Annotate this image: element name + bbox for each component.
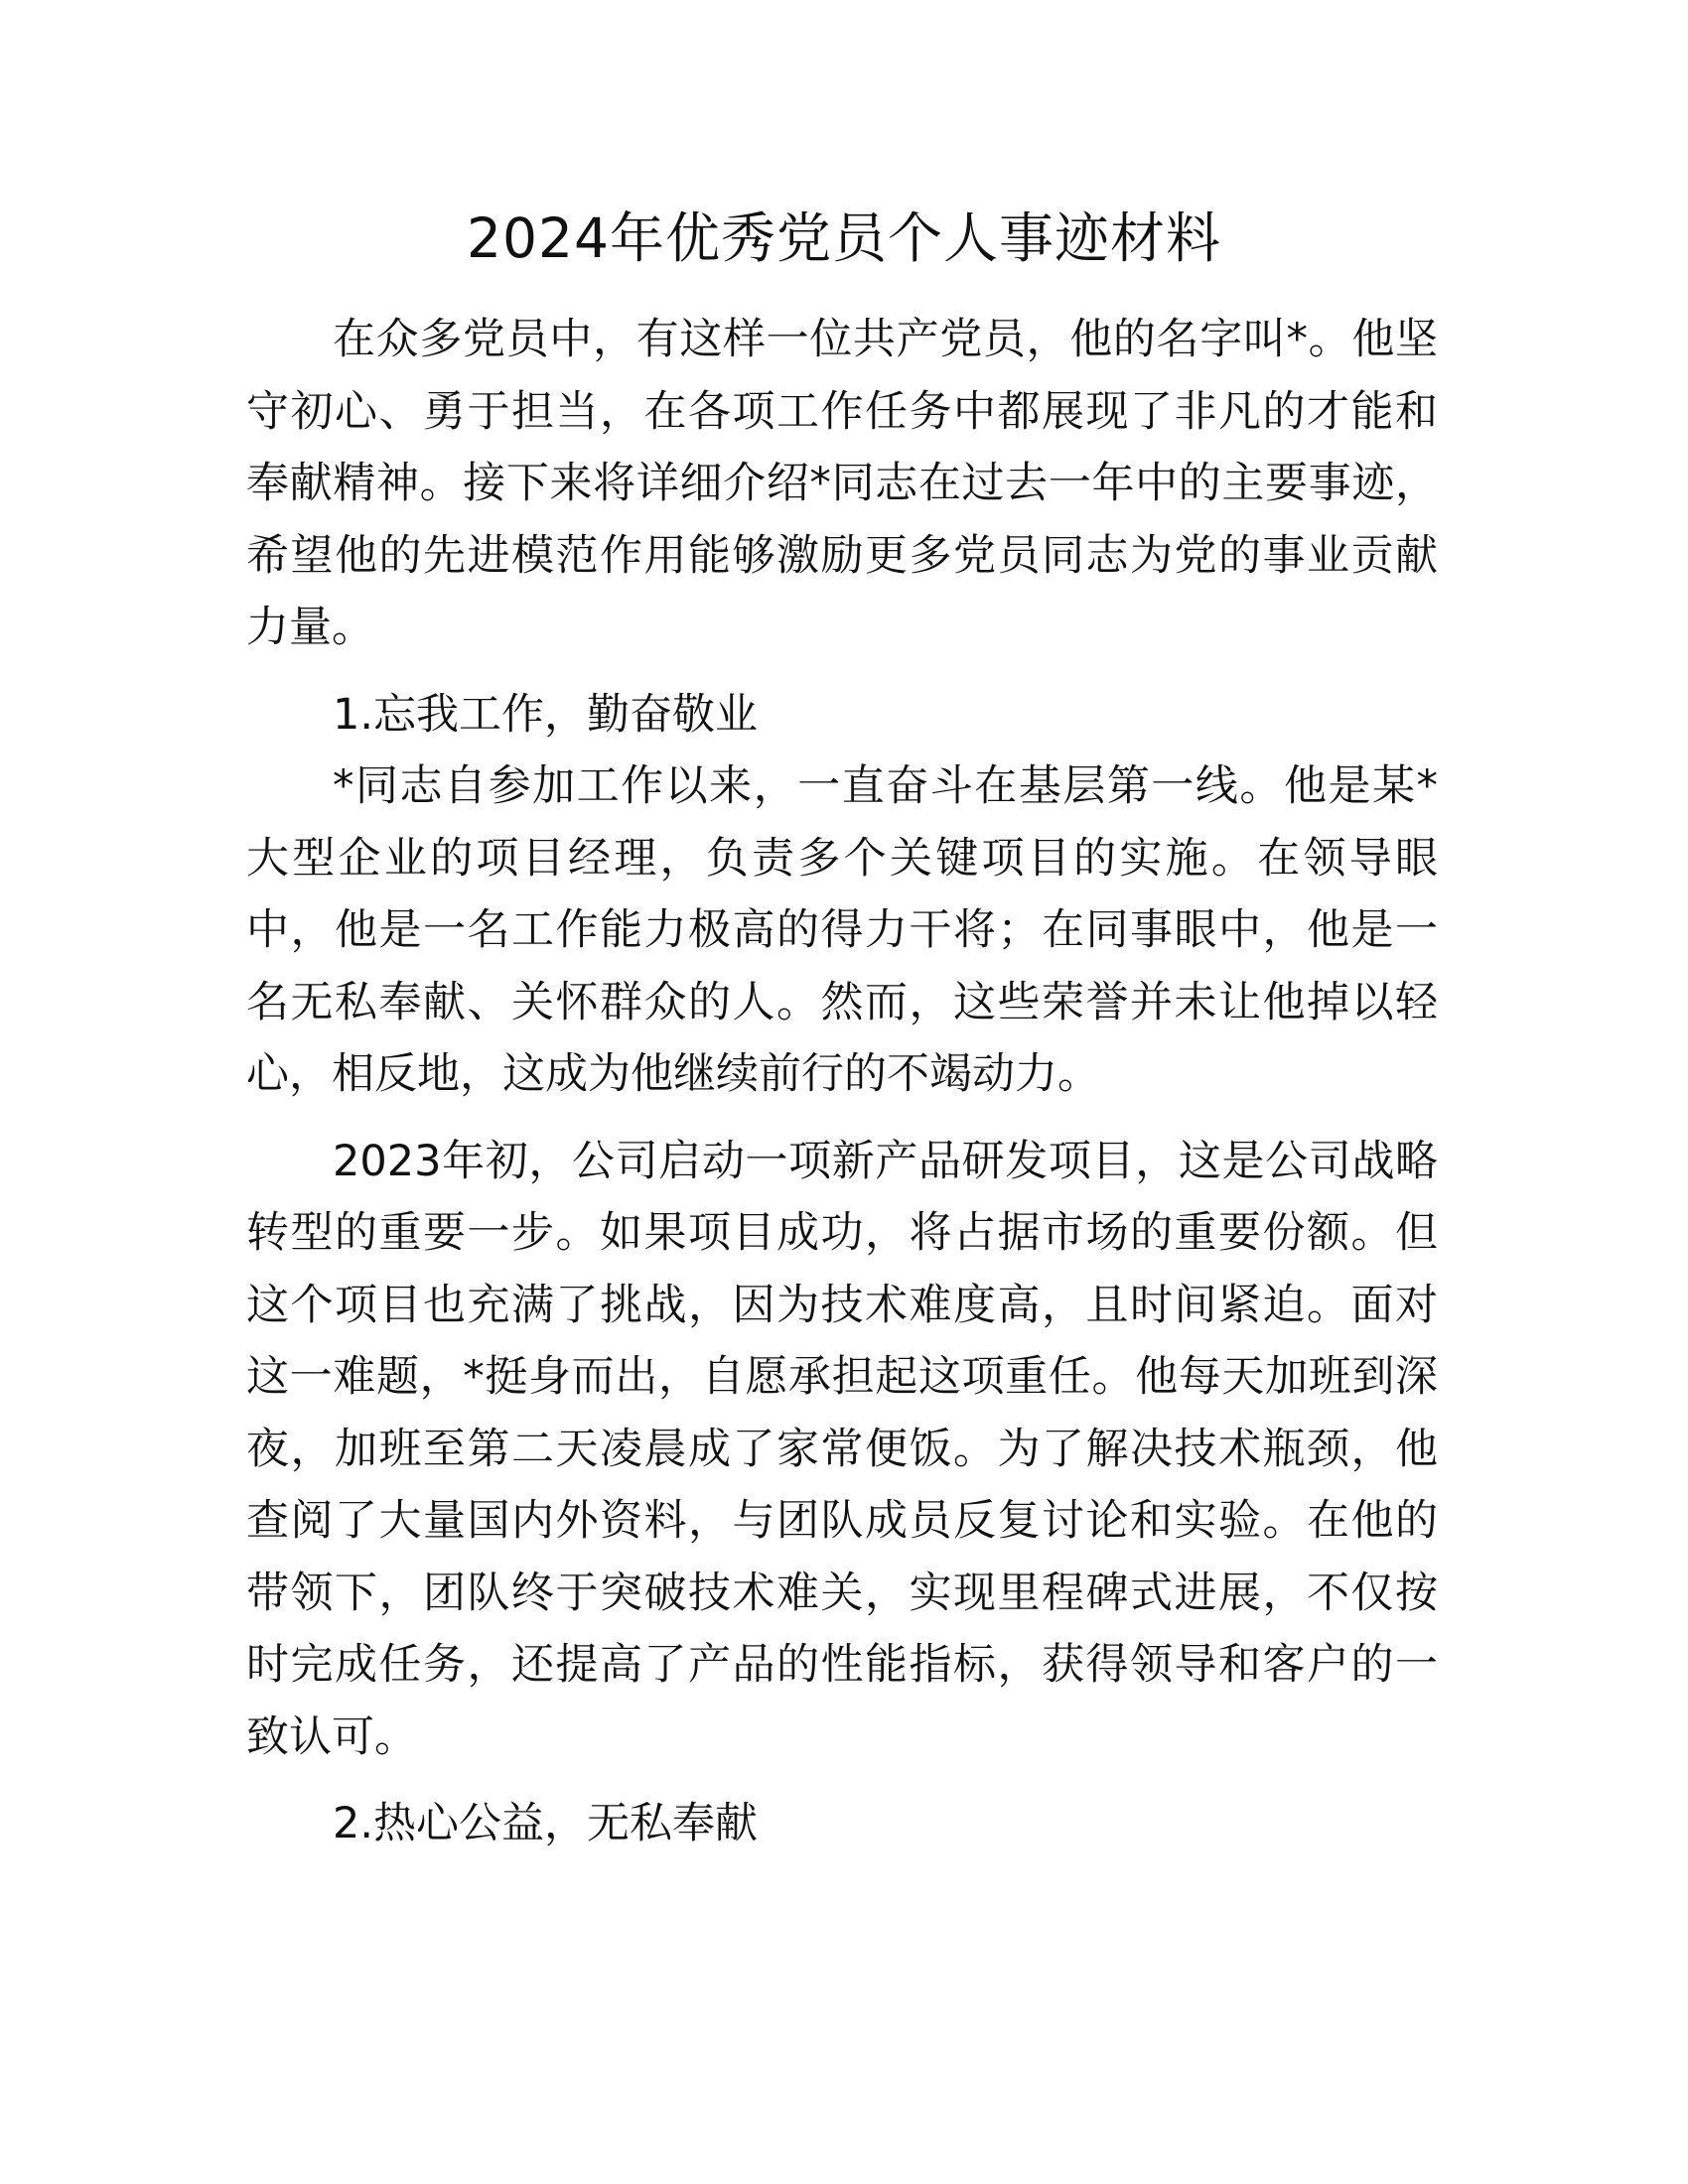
section-heading-2: 2.热心公益，无私奉献	[333, 1799, 759, 1848]
intro-paragraph: 在众多党员中，有这样一位共产党员，他的名字叫*。他坚守初心、勇于担当，在各项工作任务中都展现了非凡的才能和奉献精神。接下来将详细介绍*同志在过去一年中的主要事迹，希望他的先进模范作用能够激励更多党员同志为党的事业贡献力量。	[246, 315, 1438, 652]
document-title: 2024年优秀党员个人事迹材料	[467, 206, 1221, 270]
section1-paragraph-1: *同志自参加工作以来，一直奋斗在基层第一线。他是某*大型企业的项目经理，负责多个关键项目的实施。在领导眼中，他是一名工作能力极高的得力干将；在同事眼中，他是一名无私奉献、关怀群众的人。然而，这些荣誉并未让他掉以轻心，相反地，这成为他继续前行的不竭动力。	[246, 761, 1438, 1099]
section-heading-1: 1.忘我工作，勤奋敬业	[333, 689, 759, 740]
document-body	[246, 304, 1438, 1860]
section1-paragraph-2: 2023年初，公司启动一项新产品研发项目，这是公司战略转型的重要一步。如果项目成功，将占据市场的重要份额。但这个项目也充满了挑战，因为技术难度高，且时间紧迫。面对这一难题，*挺身而出，自愿承担起这项重任。他每天加班到深夜，加班至第二天凌晨成了家常便饭。为了解决技术瓶颈，他查阅了大量国内外资料，与团队成员反复讨论和实验。在他的带领下，团队终于突破技术难关，实现里程碑式进展，不仅按时完成任务，还提高了产品的性能指标，获得领导和客户的一致认可。	[246, 1136, 1438, 1762]
